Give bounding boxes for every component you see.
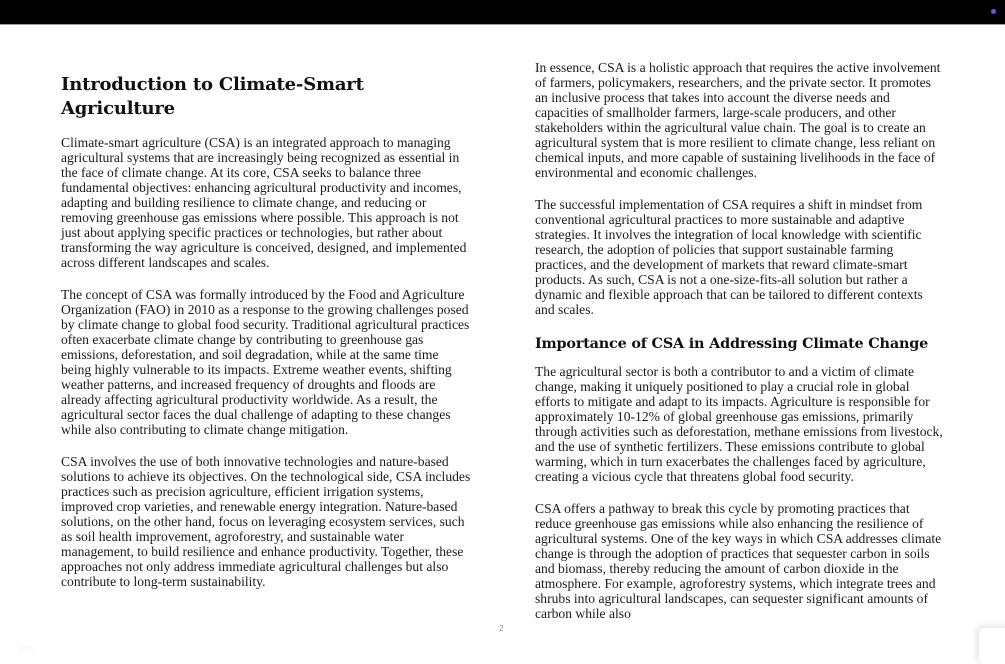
paragraph: CSA involves the use of both innovative technologies and nature-based solutions to achieve its objectives. On the technological side, CSA includes practices such as precision agriculture, efficient irrigation systems, improved crop varieties, and renewable energy integration. Nature-based solutions, on the other hand, focus on leveraging ecosystem services, such as soil health improvement, agroforestry, and sustainable water management, to build resilience and enhance productivity. Together, these approaches not only address immediate agricultural challenges but also contribute to long-term sustainability.: [61, 454, 471, 589]
page-number: 2: [499, 624, 504, 633]
paragraph: CSA offers a pathway to break this cycle by promoting practices that reduce greenhouse gas emissions while also enhancing the resilience of agricultural systems. One of the key ways in which CSA addresses climate change is through the adoption of practices that sequester carbon in soils and biomass, thereby reducing the amount of carbon dioxide in the atmosphere. For example, agroforestry systems, which integrate trees and shrubs into agricultural landscapes, can sequester significant amounts of carbon while also: [535, 501, 942, 621]
document-title: Introduction to Climate-Smart Agriculture: [61, 74, 364, 119]
paragraph: The successful implementation of CSA requires a shift in mindset from conventional agricultural practices to more sustainable and adaptive strategies. It involves the integration of local knowledge with scientific research, the adoption of policies that support sustainable farming practices, and the development of markets that reward climate-smart products. As such, CSA is not a one-size-fits-all solution but rather a dynamic and flexible approach that can be tailored to different contexts and scales.: [535, 197, 923, 317]
paragraph: The concept of CSA was formally introduced by the Food and Agriculture Organization (FAO) in 2010 as a response to the growing challenges posed by climate change to global food security. Traditional agricultural practices often exacerbate climate change by contributing to greenhouse gas emissions, deforestation, and soil degradation, while at the same time being highly vulnerable to its impacts. Extreme weather events, shifting weather patterns, and increased frequency of droughts and floods are already affecting agricultural productivity worldwide. As a result, the agricultural sector faces the dual challenge of adapting to these changes while also contributing to climate change mitigation.: [61, 287, 470, 437]
paragraph: The agricultural sector is both a contributor to and a victim of climate change, making it uniquely positioned to play a crucial role in global efforts to mitigate and adapt to its impacts. Agriculture is responsible for approximately 10-12% of global greenhouse gas emissions, primarily through activities such as deforestation, methane emissions from livestock, and the use of synthetic fertilizers. These emissions contribute to global warming, which in turn exacerbates the challenges faced by agriculture, creating a vicious cycle that threatens global food security.: [535, 364, 943, 484]
corner-artifact: [18, 646, 34, 652]
section-heading: Importance of CSA in Addressing Climate Change: [535, 335, 929, 352]
paragraph: In essence, CSA is a holistic approach that requires the active involvement of farmers, policymakers, researchers, and the private sector. It promotes an inclusive process that takes into account the diverse needs and capacities of smallholder farmers, large-scale producers, and other stakeholders within the agricultural value chain. The goal is to create an agricultural system that is more resilient to climate change, less reliant on chemical inputs, and more capable of sustaining livelihoods in the face of environmental and economic challenges.: [535, 60, 941, 180]
document-page: [0, 25, 1005, 654]
status-indicator-icon: [991, 9, 996, 14]
paragraph: Climate-smart agriculture (CSA) is an integrated approach to managing agricultural systems that are increasingly being recognized as essential in the face of climate change. At its core, CSA seeks to balance three fundamental objectives: enhancing agricultural productivity and incomes, adapting and building resilience to climate change, and reducing or removing greenhouse gas emissions where possible. This approach is not just about applying specific practices or technologies, but rather about transforming the way agriculture is conceived, designed, and implemented across different landscapes and scales.: [61, 135, 467, 270]
top-bar: [0, 0, 1005, 25]
floating-panel-corner[interactable]: [979, 628, 1005, 664]
left-column: [61, 73, 471, 606]
right-column: [535, 60, 945, 638]
